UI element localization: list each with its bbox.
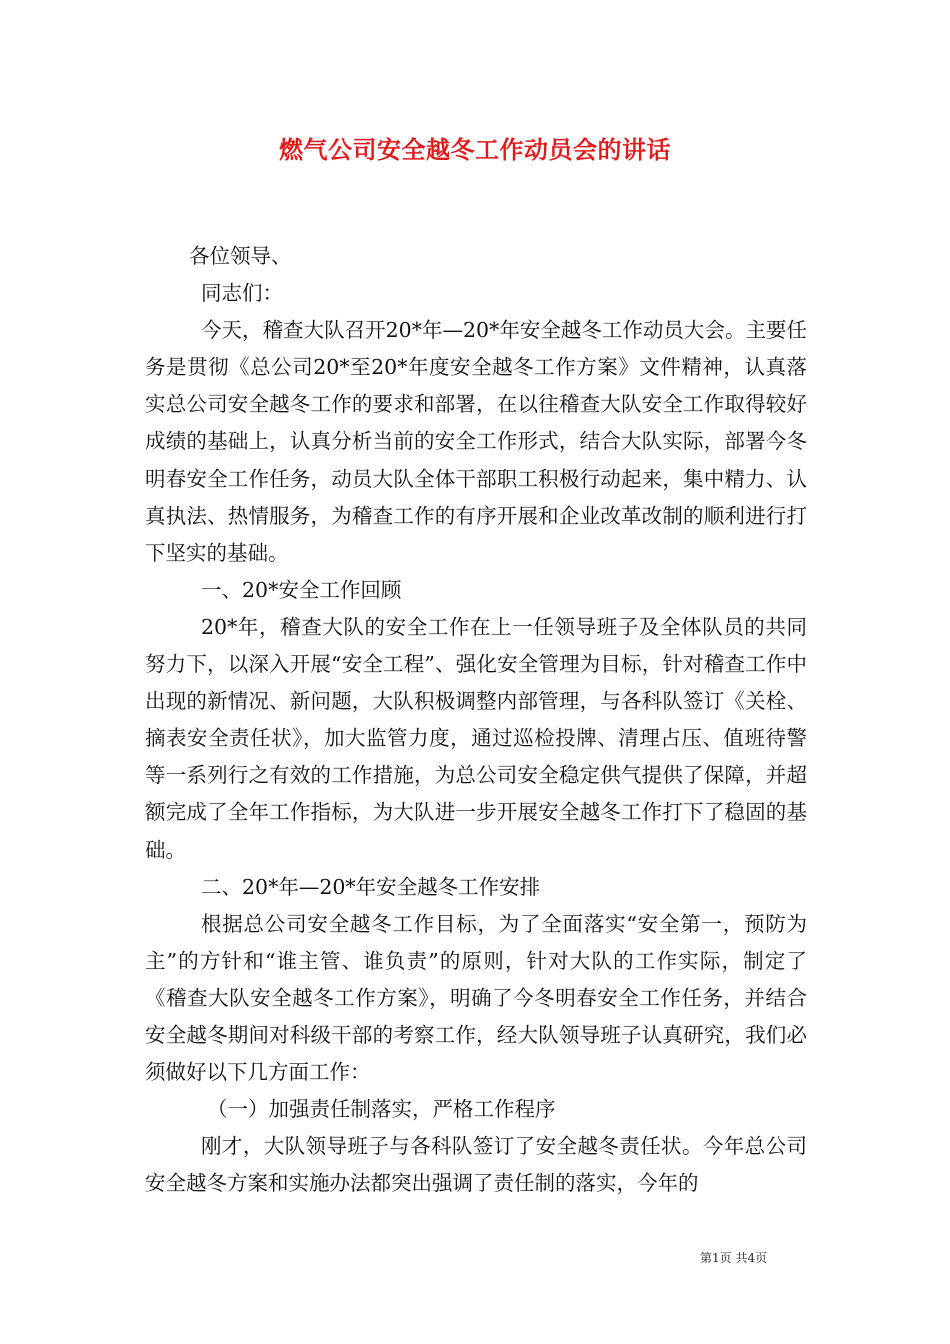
section-heading-plan: 二、20*年—20*年安全越冬工作安排 bbox=[201, 874, 541, 899]
page-number: 第1页 共4页 bbox=[700, 1251, 768, 1265]
paragraph-responsibility: 刚才，大队领导班子与各科队签订了安全越冬责任状。今年总公司安全越冬方案和实施办法都突出强调了责任制的落实，今年的 bbox=[145, 1134, 807, 1196]
document-body bbox=[145, 238, 807, 1202]
salutation-leaders: 各位领导、 bbox=[189, 244, 292, 268]
paragraph-intro: 今天，稽查大队召开20*年—20*年安全越冬工作动员大会。主要任务是贯彻《总公司20*至20*年度安全越冬工作方案》文件精神，认真落实总公司安全越冬工作的要求和部署，在以往稽查大队安全工作取得较好成绩的基础上，认真分析当前的安全工作形式，结合大队实际，部署今冬明春安全工作任务，动员大队全体干部职工积极行动起来，集中精力、认真执法、热情服务，为稽查工作的有序开展和企业改革改制的顺利进行打下坚实的基础。 bbox=[145, 318, 807, 565]
salutation-comrades: 同志们： bbox=[201, 281, 283, 306]
subsection-heading-responsibility: （一）加强责任制落实，严格工作程序 bbox=[207, 1097, 556, 1122]
section-heading-review: 一、20*安全工作回顾 bbox=[201, 577, 402, 602]
paragraph-review: 20*年，稽查大队的安全工作在上一任领导班子及全体队员的共同努力下，以深入开展“安全工程”、强化安全管理为目标，针对稽查工作中出现的新情况、新问题，大队积极调整内部管理，与各科队签订《关栓、摘表安全责任状》，加大监管力度，通过巡检投牌、清理占压、值班待警等一系列行之有效的工作措施，为总公司安全稳定供气提供了保障，并超额完成了全年工作指标，为大队进一步开展安全越冬工作打下了稳固的基础。 bbox=[145, 614, 807, 862]
document-title: 燃气公司安全越冬工作动员会的讲话 bbox=[279, 135, 671, 164]
paragraph-plan: 根据总公司安全越冬工作目标，为了全面落实“安全第一，预防为主”的方针和“谁主管、谁负责”的原则，针对大队的工作实际，制定了《稽查大队安全越冬工作方案》，明确了今冬明春安全工作任务，并结合安全越冬期间对科级干部的考察工作，经大队领导班子认真研究，我们必须做好以下几方面工作： bbox=[145, 911, 807, 1085]
